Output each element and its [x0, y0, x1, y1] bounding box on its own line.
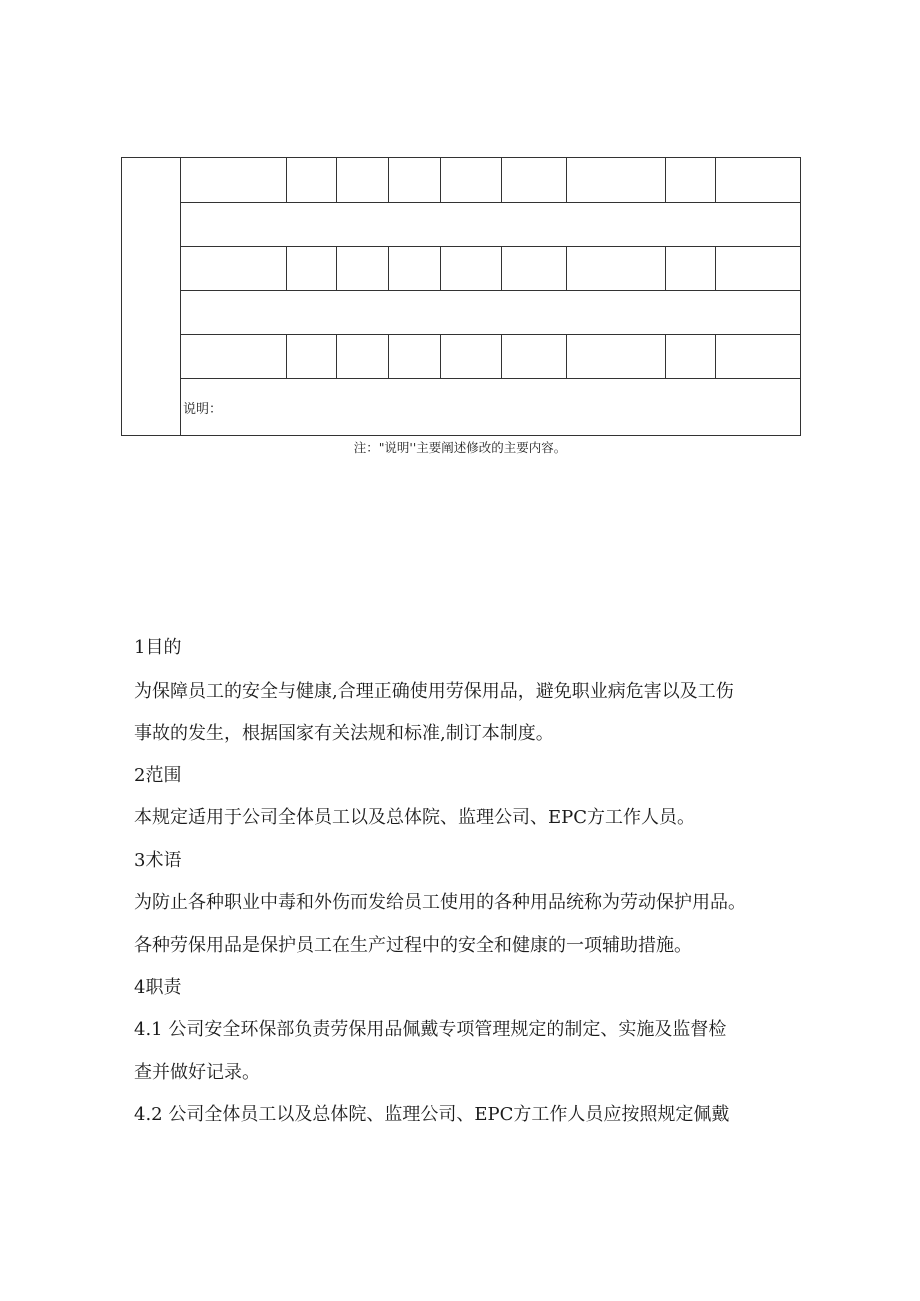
table-note: 注："说明''主要阐述修改的主要内容。	[353, 440, 567, 455]
table-row	[122, 247, 801, 291]
table-cell	[716, 158, 801, 203]
table-cell	[287, 247, 337, 291]
paragraph-line: 4.2 公司全体员工以及总体院、监理公司、EPC方工作人员应按照规定佩戴	[134, 1104, 730, 1125]
section-heading-duties: 4职责	[134, 977, 182, 998]
table-cell	[181, 158, 287, 203]
table-cell	[389, 247, 441, 291]
table-cell	[287, 158, 337, 203]
paragraph-line: 查并做好记录。	[134, 1062, 260, 1083]
table-cell	[666, 335, 716, 379]
table-cell	[441, 247, 502, 291]
table-cell	[389, 335, 441, 379]
section-heading-scope: 2范围	[134, 765, 182, 786]
table-cell	[337, 158, 389, 203]
table-cell	[441, 158, 502, 203]
paragraph-line: 各种劳保用品是保护员工在生产过程中的安全和健康的一项辅助措施。	[134, 935, 692, 956]
paragraph-line: 事故的发生，根据国家有关法规和标准,制订本制度。	[134, 723, 554, 744]
table-row	[122, 158, 801, 203]
table-cell	[567, 247, 666, 291]
table-cell	[389, 158, 441, 203]
section-heading-terms: 3术语	[134, 850, 182, 871]
table-cell	[502, 158, 567, 203]
table-cell-wide	[181, 203, 801, 247]
table-row	[122, 379, 801, 436]
table-cell	[716, 335, 801, 379]
table-cell	[337, 247, 389, 291]
paragraph-line: 本规定适用于公司全体员工以及总体院、监理公司、EPC方工作人员。	[134, 807, 696, 828]
paragraph-line: 为保障员工的安全与健康,合理正确使用劳保用品，避免职业病危害以及工伤	[134, 681, 734, 702]
table-cell-wide	[181, 291, 801, 335]
table-cell	[181, 335, 287, 379]
table-cell	[502, 247, 567, 291]
table-row	[122, 291, 801, 335]
table-cell	[287, 335, 337, 379]
table-cell	[567, 158, 666, 203]
explain-label: 说明：	[183, 401, 223, 417]
table-cell	[502, 335, 567, 379]
table-cell	[666, 158, 716, 203]
paragraph-line: 为防止各种职业中毒和外伤而发给员工使用的各种用品统称为劳动保护用品。	[134, 892, 746, 913]
table-cell	[666, 247, 716, 291]
revision-record-table	[121, 157, 801, 436]
table-cell	[567, 335, 666, 379]
table-cell	[716, 247, 801, 291]
table-row	[122, 335, 801, 379]
explain-cell	[181, 379, 801, 436]
section-heading-purpose: 1目的	[134, 637, 182, 658]
table-cell	[441, 335, 502, 379]
table-row	[122, 203, 801, 247]
table-cell	[337, 335, 389, 379]
paragraph-line: 4.1 公司安全环保部负责劳保用品佩戴专项管理规定的制定、实施及监督检	[134, 1019, 727, 1040]
table-cell	[181, 247, 287, 291]
row-header-cell	[122, 158, 181, 436]
